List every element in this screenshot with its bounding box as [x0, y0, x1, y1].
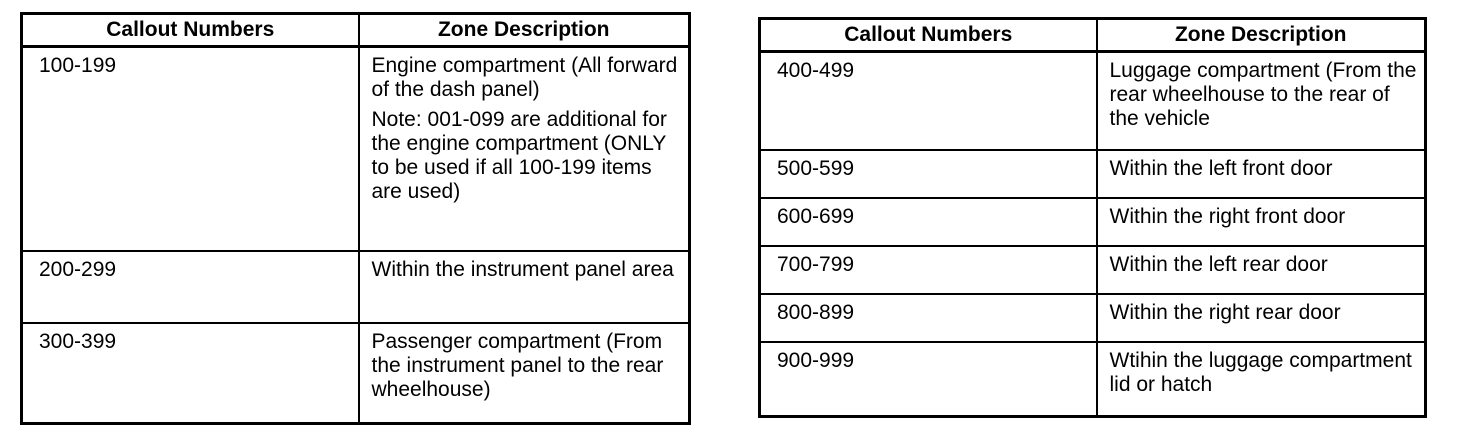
table-row	[760, 342, 1426, 417]
table-row	[760, 52, 1426, 151]
header-zone-description: Zone Description	[1097, 19, 1426, 52]
header-row	[760, 19, 1426, 52]
header-zone-description: Zone Description	[359, 14, 690, 47]
table-row	[22, 47, 690, 252]
callout-zone-table-right	[758, 17, 1427, 418]
callout-range: 400-499	[760, 52, 1097, 151]
table-row	[760, 150, 1426, 198]
callout-range: 900-999	[760, 342, 1097, 417]
zone-description: Engine compartment (All forward of the dash panel)	[371, 54, 678, 101]
zone-description: Luggage compartment (From the rear wheelhouse to the rear of the vehicle	[1097, 52, 1426, 151]
table-row	[22, 251, 690, 323]
callout-range: 500-599	[760, 150, 1097, 198]
callout-range: 300-399	[22, 323, 359, 424]
zone-description: Within the instrument panel area	[359, 251, 690, 323]
zone-description: Within the right front door	[1097, 198, 1426, 246]
callout-range: 100-199	[22, 47, 359, 252]
callout-zone-table-left	[20, 12, 691, 425]
zone-note: Note: 001-099 are additional for the engine compartment (ONLY to be used if all 100-199 items are used)	[371, 108, 667, 203]
table-row	[760, 198, 1426, 246]
table-row	[22, 323, 690, 424]
zone-description: Within the left front door	[1097, 150, 1426, 198]
callout-range: 800-899	[760, 294, 1097, 342]
table-row	[760, 246, 1426, 294]
zone-description: Passenger compartment (From the instrument panel to the rear wheelhouse)	[359, 323, 690, 424]
header-row	[22, 14, 690, 47]
zone-description: Wtihin the luggage compartment lid or hatch	[1097, 342, 1426, 417]
callout-range: 200-299	[22, 251, 359, 323]
zone-description: Within the left rear door	[1097, 246, 1426, 294]
table-row	[760, 294, 1426, 342]
callout-range: 600-699	[760, 198, 1097, 246]
zone-description-cell	[359, 47, 690, 252]
header-callout-numbers: Callout Numbers	[22, 14, 359, 47]
callout-range: 700-799	[760, 246, 1097, 294]
zone-description: Within the right rear door	[1097, 294, 1426, 342]
header-callout-numbers: Callout Numbers	[760, 19, 1097, 52]
